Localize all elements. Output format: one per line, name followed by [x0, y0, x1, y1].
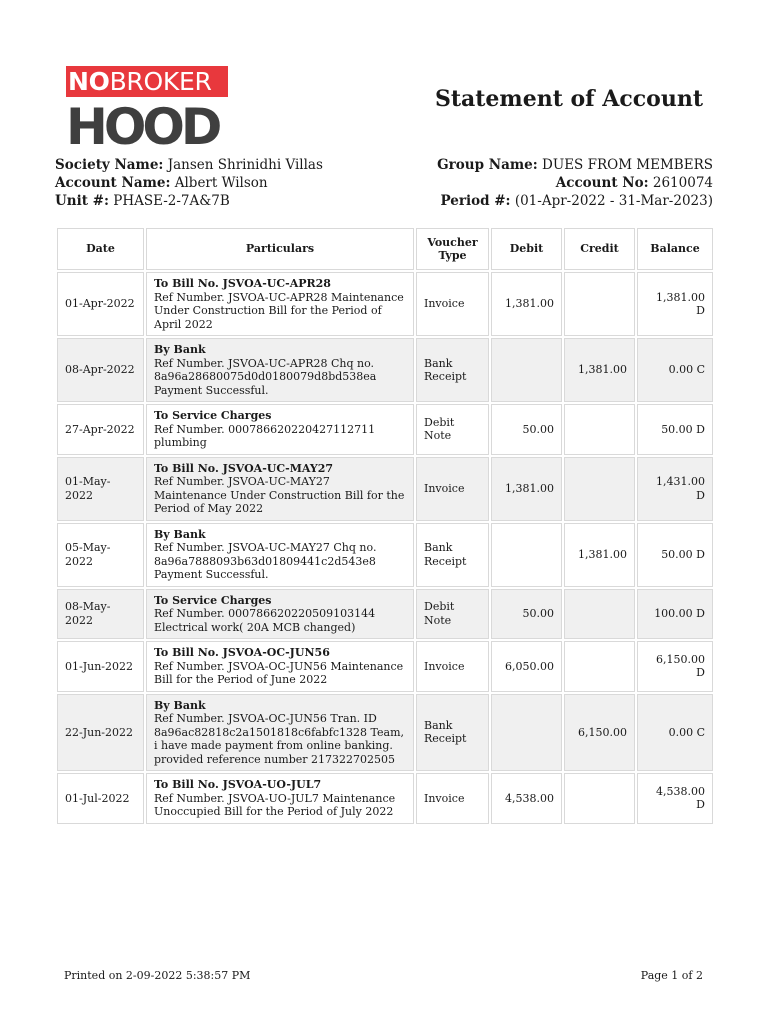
particulars-head: By Bank	[154, 527, 206, 541]
particulars-head: To Service Charges	[154, 593, 272, 607]
col-header-debit: Debit	[491, 228, 562, 270]
cell-debit: 6,050.00	[491, 641, 562, 692]
page-number: Page 1 of 2	[640, 969, 703, 982]
voucher-header-line2: Type	[438, 249, 467, 262]
particulars-head: To Bill No. JSVOA-UC-APR28	[154, 277, 331, 290]
cell-date: 01-May-2022	[57, 457, 144, 521]
cell-particulars	[146, 589, 414, 640]
account-no-line	[437, 174, 713, 192]
particulars-detail: Ref Number. JSVOA-OC-JUN56 Tran. ID 8a96ac82818c2a1501818c6fabfc1328 Team, i have made payment from online banking. provided reference number 217322702505	[154, 712, 405, 766]
cell-balance: 50.00 D	[637, 523, 713, 587]
particulars-head: To Service Charges	[154, 409, 272, 422]
cell-debit	[491, 694, 562, 772]
cell-voucher-type	[416, 523, 489, 587]
cell-date: 08-Apr-2022	[57, 338, 144, 402]
col-header-credit: Credit	[564, 228, 635, 270]
unit-value: PHASE-2-7A&7B	[113, 193, 230, 209]
cell-particulars	[146, 523, 414, 587]
unit-line	[55, 192, 323, 210]
particulars-detail: Ref Number. JSVOA-UC-MAY27 Chq no. 8a96a7888093b63d01809441c2d543e8 Payment Successful.	[154, 541, 377, 581]
table-row	[57, 694, 713, 772]
voucher-line1: Bank	[424, 718, 453, 732]
account-no-label: Account No:	[555, 175, 649, 191]
cell-voucher-type	[416, 694, 489, 772]
cell-credit	[564, 457, 635, 521]
cell-voucher-type	[416, 457, 489, 521]
cell-credit	[564, 404, 635, 455]
period-value: (01-Apr-2022 - 31-Mar-2023)	[514, 193, 713, 209]
voucher-line1: Invoice	[424, 791, 465, 805]
cell-balance: 0.00 C	[637, 338, 713, 402]
cell-debit	[491, 338, 562, 402]
table-row	[57, 457, 713, 521]
cell-credit	[564, 272, 635, 336]
voucher-line2: Receipt	[424, 554, 467, 568]
cell-date: 01-Jul-2022	[57, 773, 144, 824]
voucher-line1: Bank	[424, 356, 453, 370]
table-row	[57, 773, 713, 824]
society-line	[55, 156, 323, 174]
table-row	[57, 523, 713, 587]
cell-particulars	[146, 338, 414, 402]
cell-voucher-type	[416, 338, 489, 402]
account-name-value: Albert Wilson	[174, 175, 268, 191]
table-row	[57, 338, 713, 402]
society-value: Jansen Shrinidhi Villas	[167, 157, 323, 173]
cell-credit: 1,381.00	[564, 523, 635, 587]
account-name-label: Account Name:	[55, 175, 171, 191]
col-header-voucher-type	[416, 228, 489, 270]
cell-voucher-type	[416, 272, 489, 336]
cell-particulars	[146, 272, 414, 336]
cell-credit	[564, 589, 635, 640]
voucher-line2: Note	[424, 429, 452, 443]
logo-text-broker: BROKER	[109, 67, 212, 96]
printed-timestamp: Printed on 2-09-2022 5:38:57 PM	[64, 969, 251, 982]
voucher-line1: Debit	[424, 600, 455, 614]
particulars-detail: Ref Number. JSVOA-UC-APR28 Maintenance Under Construction Bill for the Period of April 2022	[154, 290, 404, 331]
particulars-detail: Ref Number. 000786620220427112711 plumbing	[154, 422, 376, 449]
cell-credit: 6,150.00	[564, 694, 635, 772]
cell-debit: 4,538.00	[491, 773, 562, 824]
voucher-line1: Bank	[424, 541, 453, 554]
voucher-line2: Note	[424, 613, 452, 627]
cell-date: 01-Jun-2022	[57, 641, 144, 692]
group-line	[437, 156, 713, 174]
logo-text-no: NO	[68, 67, 110, 96]
cell-debit: 50.00	[491, 404, 562, 455]
voucher-line1: Invoice	[424, 481, 465, 495]
cell-debit: 1,381.00	[491, 457, 562, 521]
group-value: DUES FROM MEMBERS	[542, 157, 713, 173]
col-header-particulars: Particulars	[146, 228, 414, 270]
particulars-head: By Bank	[154, 698, 206, 712]
account-meta-left	[55, 156, 323, 210]
particulars-head: To Bill No. JSVOA-OC-JUN56	[154, 646, 330, 659]
cell-balance: 6,150.00 D	[637, 641, 713, 692]
period-line	[437, 192, 713, 210]
cell-date: 08-May-2022	[57, 589, 144, 640]
cell-date: 01-Apr-2022	[57, 272, 144, 336]
logo-text-hood: HOOD	[66, 98, 219, 156]
particulars-detail: Ref Number. JSVOA-UC-MAY27 Maintenance Under Construction Bill for the Period of May 2022	[154, 475, 405, 515]
group-label: Group Name:	[437, 157, 538, 173]
page-title: Statement of Account	[434, 86, 703, 112]
cell-debit: 1,381.00	[491, 272, 562, 336]
unit-label: Unit #:	[55, 193, 109, 209]
cell-particulars	[146, 694, 414, 772]
account-name-line	[55, 174, 323, 192]
voucher-line1: Debit	[424, 415, 455, 429]
cell-balance: 50.00 D	[637, 404, 713, 455]
table-row	[57, 404, 713, 455]
society-label: Society Name:	[55, 157, 164, 173]
cell-balance: 100.00 D	[637, 589, 713, 640]
particulars-head: To Bill No. JSVOA-UC-MAY27	[154, 461, 334, 475]
cell-debit	[491, 523, 562, 587]
table-header-row	[57, 228, 713, 270]
voucher-line1: Invoice	[424, 297, 465, 311]
cell-particulars	[146, 404, 414, 455]
table-row	[57, 272, 713, 336]
cell-particulars	[146, 641, 414, 692]
nobroker-hood-logo	[66, 66, 228, 156]
cell-balance: 1,431.00 D	[637, 457, 713, 521]
cell-voucher-type	[416, 404, 489, 455]
particulars-head: To Bill No. JSVOA-UO-JUL7	[154, 778, 322, 791]
cell-voucher-type	[416, 641, 489, 692]
voucher-line1: Invoice	[424, 659, 465, 673]
cell-credit	[564, 773, 635, 824]
table-row	[57, 641, 713, 692]
particulars-detail: Ref Number. JSVOA-OC-JUN56 Maintenance Bill for the Period of June 2022	[154, 659, 404, 686]
voucher-header-line1: Voucher	[427, 235, 478, 249]
voucher-line2: Receipt	[424, 370, 467, 383]
cell-particulars	[146, 773, 414, 824]
col-header-balance: Balance	[637, 228, 713, 270]
cell-balance: 1,381.00 D	[637, 272, 713, 336]
particulars-detail: Ref Number. JSVOA-UO-JUL7 Maintenance Unoccupied Bill for the Period of July 2022	[154, 791, 396, 818]
cell-balance: 0.00 C	[637, 694, 713, 772]
cell-credit: 1,381.00	[564, 338, 635, 402]
cell-date: 05-May-2022	[57, 523, 144, 587]
statement-table	[55, 226, 715, 826]
particulars-head: By Bank	[154, 343, 206, 356]
col-header-date: Date	[57, 228, 144, 270]
cell-particulars	[146, 457, 414, 521]
voucher-line2: Receipt	[424, 732, 467, 746]
table-row	[57, 589, 713, 640]
cell-voucher-type	[416, 773, 489, 824]
cell-balance: 4,538.00 D	[637, 773, 713, 824]
account-meta-right	[437, 156, 713, 210]
account-no-value: 2610074	[652, 175, 713, 191]
cell-date: 27-Apr-2022	[57, 404, 144, 455]
particulars-detail: Ref Number. 000786620220509103144 Electrical work( 20A MCB changed)	[154, 607, 376, 634]
cell-credit	[564, 641, 635, 692]
logo-top-band	[66, 66, 228, 97]
cell-date: 22-Jun-2022	[57, 694, 144, 772]
cell-voucher-type	[416, 589, 489, 640]
cell-debit: 50.00	[491, 589, 562, 640]
particulars-detail: Ref Number. JSVOA-UC-APR28 Chq no. 8a96a28680075d0d0180079d8bd538ea Payment Successful.	[154, 356, 377, 397]
period-label: Period #:	[440, 193, 511, 209]
